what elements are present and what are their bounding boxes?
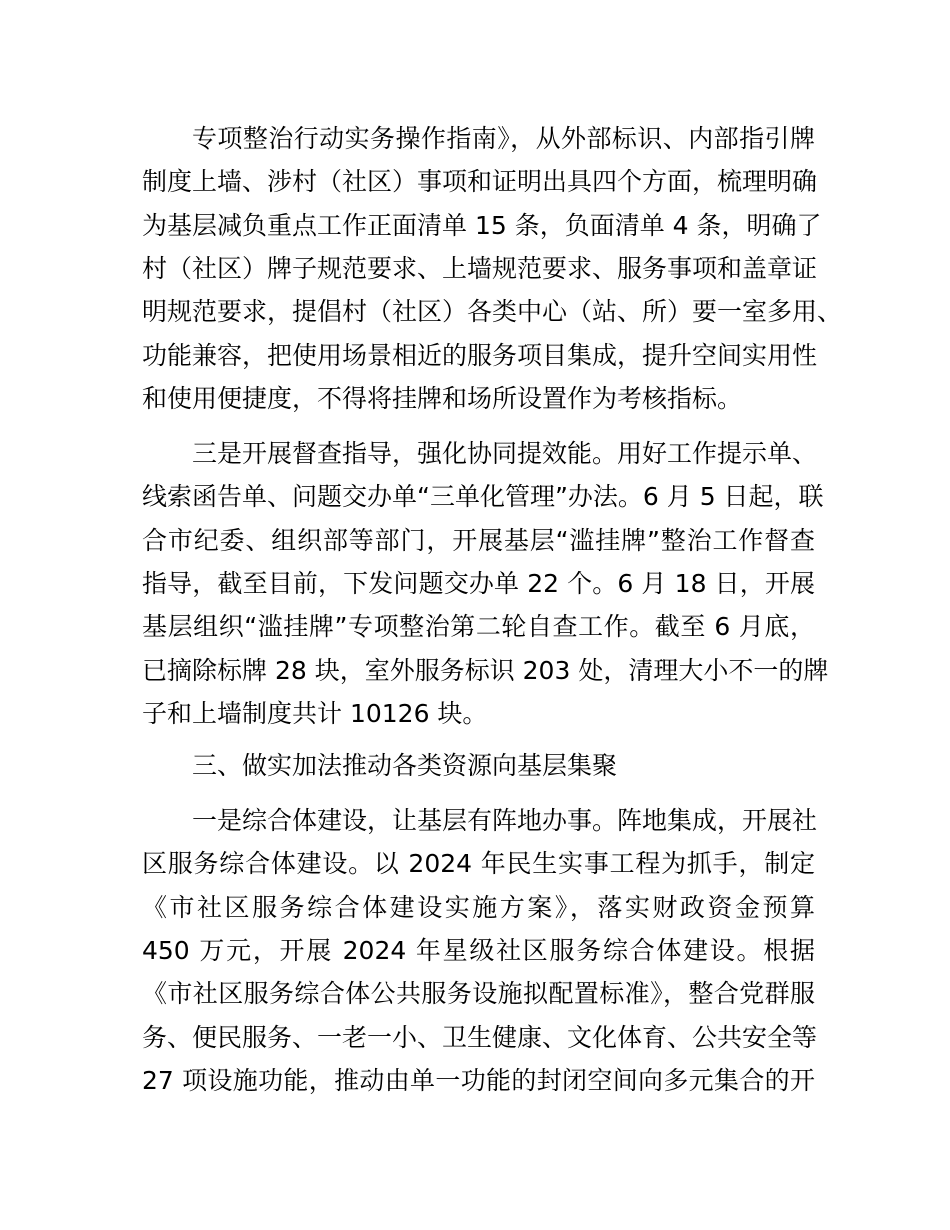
paragraph-line: 《市社区服务综合体建设实施方案》，落实财政资金预算 [142,893,815,922]
paragraph-line: 基层组织“滥挂牌”专项整治第二轮自查工作。截至 6 月底， [142,612,815,641]
paragraph-line: 子和上墙制度共计 10126 块。 [142,699,488,728]
paragraph-line: 区服务综合体建设。以 2024 年民生实事工程为抓手，制定 [142,849,815,878]
paragraph-line: 三是开展督查指导，强化协同提效能。用好工作提示单、 [192,439,818,468]
paragraph-line: 线索函告单、问题交办单“三单化管理”办法。6 月 5 日起，联 [142,482,824,511]
paragraph-line: 专项整治行动实务操作指南》，从外部标识、内部指引牌 [192,124,815,153]
paragraph-line: 和使用便捷度，不得将挂牌和场所设置作为考核指标。 [142,384,743,413]
paragraph-line: 已摘除标牌 28 块，室外服务标识 203 处，清理大小不一的牌 [142,656,829,685]
paragraph-line: 为基层减负重点工作正面清单 15 条，负面清单 4 条，明确了 [142,211,822,240]
paragraph-line: 指导，截至目前，下发问题交办单 22 个。6 月 18 日，开展 [142,569,815,598]
paragraph-line: 功能兼容，把使用场景相近的服务项目集成，提升空间实用性 [142,341,818,370]
paragraph-line: 合市纪委、组织部等部门，开展基层“滥挂牌”整治工作督查 [142,526,815,555]
paragraph-line: 村（社区）牌子规范要求、上墙规范要求、服务事项和盖章证 [142,254,818,283]
paragraph-line: 450 万元，开展 2024 年星级社区服务综合体建设。根据 [142,936,815,965]
paragraph-line: 27 项设施功能，推动由单一功能的封闭空间向多元集合的开 [142,1066,815,1095]
paragraph-line: 明规范要求，提倡村（社区）各类中心（站、所）要一室多用、 [142,297,843,326]
paragraph-line: 制度上墙、涉村（社区）事项和证明出具四个方面，梳理明确 [142,167,818,196]
paragraph-line: 务、便民服务、一老一小、卫生健康、文化体育、公共安全等 [142,1023,818,1052]
paragraph-line: 《市社区服务综合体公共服务设施拟配置标准》，整合党群服 [142,979,815,1008]
paragraph-line: 一是综合体建设，让基层有阵地办事。阵地集成，开展社 [192,806,818,835]
section-heading: 三、做实加法推动各类资源向基层集聚 [192,751,618,780]
